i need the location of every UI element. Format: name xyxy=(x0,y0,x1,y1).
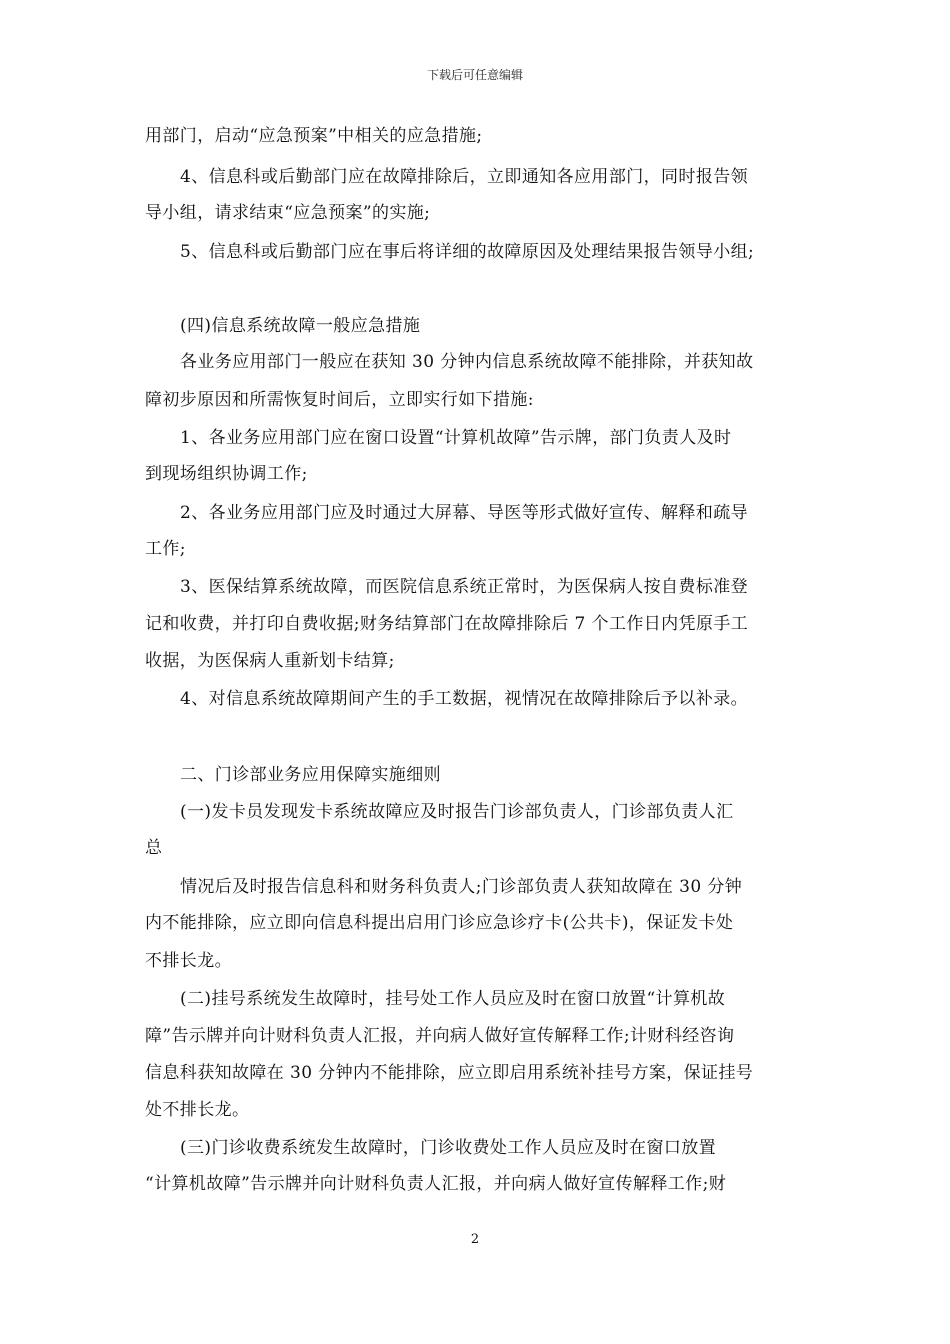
text-line: 信息科获知故障在 30 分钟内不能排除，应立即启用系统补挂号方案，保证挂号 xyxy=(145,1063,754,1083)
section-heading: 二、门诊部业务应用保障实施细则 xyxy=(180,765,441,785)
text-line: 处不排长龙。 xyxy=(145,1100,250,1120)
text-line: “计算机故障”告示牌并向计财科负责人汇报，并向病人做好宣传解释工作;财 xyxy=(145,1174,727,1194)
text-line: 用部门，启动“应急预案”中相关的应急措施; xyxy=(145,126,483,146)
text-line: 各业务应用部门一般应在获知 30 分钟内信息系统故障不能排除，并获知故 xyxy=(180,352,754,372)
text-line: 总 xyxy=(145,838,163,858)
text-line: 3、医保结算系统故障，而医院信息系统正常时，为医保病人按自费标准登 xyxy=(180,577,749,597)
section-heading: (四)信息系统故障一般应急措施 xyxy=(180,316,421,336)
text-line: 4、对信息系统故障期间产生的手工数据，视情况在故障排除后予以补录。 xyxy=(180,689,749,709)
page-number: 2 xyxy=(470,1232,480,1247)
text-line: 情况后及时报告信息科和财务科负责人;门诊部负责人获知故障在 30 分钟 xyxy=(180,877,743,897)
text-line: 记和收费，并打印自费收据;财务结算部门在故障排除后 7 个工作日内凭原手工 xyxy=(145,614,749,634)
text-line: 障初步原因和所需恢复时间后，立即实行如下措施: xyxy=(145,390,534,410)
text-line: 内不能排除，应立即向信息科提出启用门诊应急诊疗卡(公共卡)，保证发卡处 xyxy=(145,913,734,933)
text-line: 2、各业务应用部门应及时通过大屏幕、导医等形式做好宣传、解释和疏导 xyxy=(180,503,749,523)
text-line: 不排长龙。 xyxy=(145,951,232,971)
page-header: 下载后可任意编辑 xyxy=(426,68,523,82)
text-line: (一)发卡员发现发卡系统故障应及时报告门诊部负责人，门诊部负责人汇 xyxy=(180,802,734,822)
text-line: 导小组，请求结束“应急预案”的实施; xyxy=(145,203,431,223)
text-line: 1、各业务应用部门应在窗口设置“计算机故障”告示牌，部门负责人及时 xyxy=(180,428,732,448)
text-line: 5、信息科或后勤部门应在事后将详细的故障原因及处理结果报告领导小组; xyxy=(180,242,755,262)
text-line: 4、信息科或后勤部门应在故障排除后，立即通知各应用部门，同时报告领 xyxy=(180,167,749,187)
text-line: (三)门诊收费系统发生故障时，门诊收费处工作人员应及时在窗口放置 xyxy=(180,1138,717,1158)
text-line: 障”告示牌并向计财科负责人汇报，并向病人做好宣传解释工作;计财科经咨询 xyxy=(145,1026,735,1046)
text-line: 收据，为医保病人重新划卡结算; xyxy=(145,651,395,671)
text-line: 工作; xyxy=(145,539,186,559)
text-line: 到现场组织协调工作; xyxy=(145,464,308,484)
text-line: (二)挂号系统发生故障时，挂号处工作人员应及时在窗口放置“计算机故 xyxy=(180,989,726,1009)
